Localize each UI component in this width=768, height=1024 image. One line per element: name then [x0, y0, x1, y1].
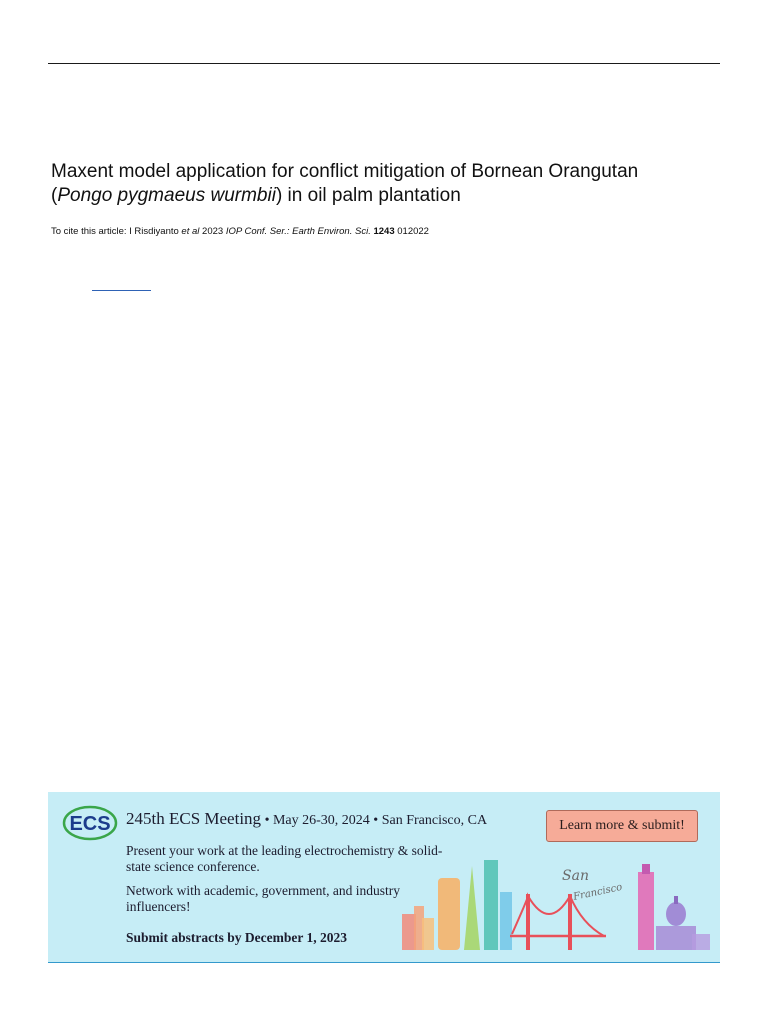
title-paren-open: ( [51, 185, 58, 206]
banner-paragraph-present: Present your work at the leading electrochemistry & solid-state science conference. [126, 843, 443, 874]
cite-article: 012022 [394, 226, 429, 237]
abstract-deadline: Submit abstracts by December 1, 2023 [126, 930, 347, 945]
cite-journal[interactable]: IOP Conf. Ser.: Earth Environ. Sci. [225, 226, 371, 237]
title-line-1: Maxent model application for conflict mitigation of Bornean Orangutan [51, 161, 639, 182]
article-title [51, 160, 731, 208]
script-san: San [562, 868, 589, 884]
title-species: Pongo pygmaeus wurmbii [57, 185, 276, 206]
ecs-advert-banner[interactable] [48, 792, 720, 962]
citation-line [51, 226, 429, 238]
learn-more-button[interactable]: Learn more & submit! [546, 810, 698, 842]
cite-year: 2023 [199, 226, 226, 237]
view-article-link[interactable] [92, 290, 151, 291]
banner-paragraph-network: Network with academic, government, and industry influencers! [126, 883, 401, 914]
header-rule [48, 63, 720, 64]
meeting-title: 245th ECS Meeting [126, 809, 262, 828]
script-francisco: Francisco [572, 881, 624, 903]
meeting-location: San Francisco, CA [381, 813, 488, 828]
separator-dot-1: • [261, 813, 273, 828]
cite-volume: 1243 [373, 226, 395, 237]
san-francisco-skyline-illustration [392, 854, 712, 954]
meeting-line [126, 809, 487, 829]
meeting-dates: May 26-30, 2024 [272, 813, 370, 828]
separator-dot-2: • [369, 813, 382, 828]
ecs-logo-icon [62, 805, 118, 841]
title-rest: ) in oil palm plantation [275, 185, 461, 206]
cite-prefix: To cite this article: I Risdiyanto [51, 226, 182, 237]
ecs-logo-text: ECS [69, 813, 111, 835]
cite-etal: et al [181, 226, 200, 237]
banner-underline [48, 962, 720, 963]
